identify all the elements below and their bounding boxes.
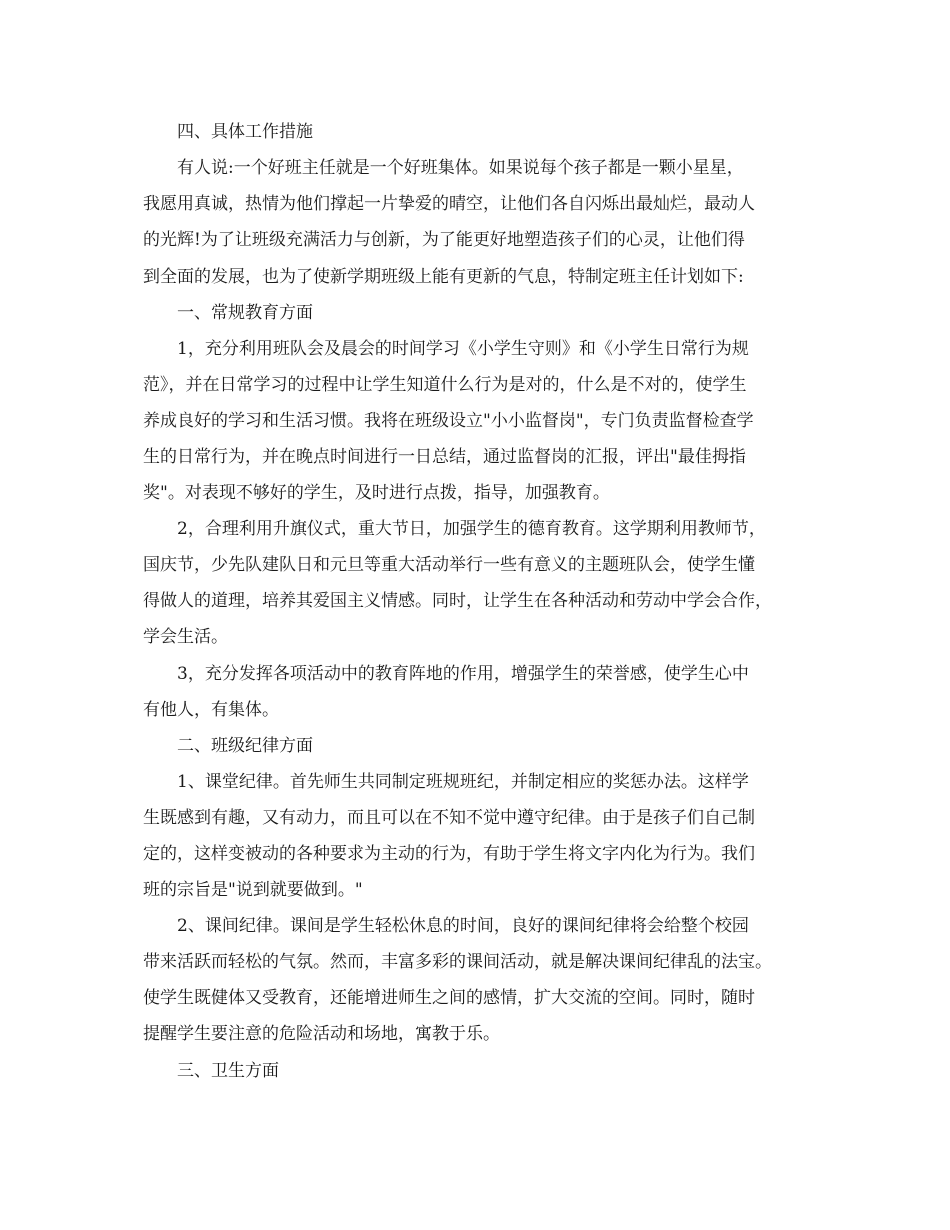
- paragraph-classroom-discipline-line: 生既感到有趣，又有动力，而且可以在不知不觉中遵守纪律。由于是孩子们自己制: [143, 808, 755, 828]
- section-heading-measures: 四、具体工作措施: [177, 122, 313, 142]
- paragraph-classroom-discipline-line: 定的，这样变被动的各种要求为主动的行为，有助于学生将文字内化为行为。我们: [143, 844, 755, 864]
- paragraph-recess-discipline-line: 带来活跃而轻松的气氛。然而，丰富多彩的课间活动，就是解决课间纪律乱的法宝。: [143, 952, 772, 972]
- paragraph-item-1-line: 养成良好的学习和生活习惯。我将在班级设立"小小监督岗"，专门负责监督检查学: [143, 411, 754, 431]
- paragraph-intro-line: 我愿用真诚，热情为他们撑起一片挚爱的晴空，让他们各自闪烁出最灿烂，最动人: [143, 194, 755, 214]
- paragraph-item-1-line: 生的日常行为，并在晚点时间进行一日总结，通过监督岗的汇报，评出"最佳拇指: [143, 447, 746, 467]
- paragraph-item-2-line: 学会生活。: [143, 627, 228, 647]
- paragraph-intro-line: 到全面的发展，也为了使新学期班级上能有更新的气息，特制定班主任计划如下:: [143, 267, 744, 287]
- paragraph-item-1-line: 1，充分利用班队会及晨会的时间学习《小学生守则》和《小学生日常行为规: [177, 339, 749, 359]
- section-heading-routine-education: 一、常规教育方面: [177, 303, 313, 323]
- paragraph-item-1-line: 范》，并在日常学习的过程中让学生知道什么行为是对的，什么是不对的，使学生: [143, 375, 747, 395]
- paragraph-recess-discipline-line: 使学生既健体又受教育，还能增进师生之间的感情，扩大交流的空间。同时，随时: [143, 988, 755, 1008]
- paragraph-intro-line: 的光辉!为了让班级充满活力与创新，为了能更好地塑造孩子们的心灵，让他们得: [143, 230, 745, 250]
- section-heading-hygiene: 三、卫生方面: [177, 1061, 279, 1081]
- paragraph-item-3-line: 3，充分发挥各项活动中的教育阵地的作用，增强学生的荣誉感，使学生心中: [177, 664, 749, 684]
- paragraph-intro-line: 有人说:一个好班主任就是一个好班集体。如果说每个孩子都是一颗小星星，: [177, 158, 744, 178]
- paragraph-recess-discipline-line: 2、课间纪律。课间是学生轻松休息的时间，良好的课间纪律将会给整个校园: [177, 916, 749, 936]
- paragraph-item-2-line: 国庆节，少先队建队日和元旦等重大活动举行一些有意义的主题班队会，使学生懂: [143, 555, 755, 575]
- paragraph-item-1-line: 奖"。对表现不够好的学生，及时进行点拨，指导，加强教育。: [143, 483, 610, 503]
- paragraph-recess-discipline-line: 提醒学生要注意的危险活动和场地，寓教于乐。: [143, 1024, 500, 1044]
- paragraph-classroom-discipline-line: 班的宗旨是"说到就要做到。": [143, 880, 363, 900]
- section-heading-class-discipline: 二、班级纪律方面: [177, 736, 313, 756]
- paragraph-item-2-line: 2，合理利用升旗仪式，重大节日，加强学生的德育教育。这学期利用教师节，: [177, 519, 766, 539]
- paragraph-item-2-line: 得做人的道理，培养其爱国主义情感。同时，让学生在各种活动和劳动中学会合作，: [143, 591, 772, 611]
- paragraph-item-3-line: 有他人，有集体。: [143, 700, 279, 720]
- paragraph-classroom-discipline-line: 1、课堂纪律。首先师生共同制定班规班纪，并制定相应的奖惩办法。这样学: [177, 772, 749, 792]
